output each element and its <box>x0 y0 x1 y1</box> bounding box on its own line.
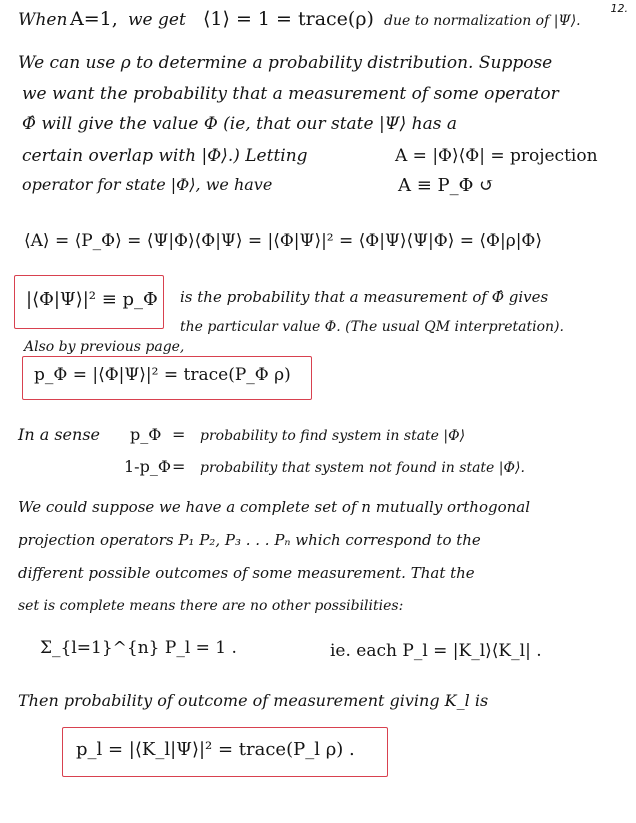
also-note: Also by previous page, <box>24 339 185 355</box>
sense-intro: In a sense <box>18 425 100 444</box>
para2-line-1: We could suppose we have a complete set of n mutually orthogonal <box>18 498 531 516</box>
sense-row2-text: probability that system not found in state |Φ⟩. <box>200 460 525 476</box>
box2-formula: p_Φ = |⟨Φ|Ψ⟩|² = trace(P_Φ ρ) <box>34 365 291 385</box>
line1-text-b: we get <box>128 10 186 30</box>
sense-row1-symbol: p_Φ <box>130 425 162 444</box>
sense-row2-symbol: 1-p_Φ <box>124 457 171 476</box>
box3-formula: p_l = |⟨K_l|Ψ⟩|² = trace(P_l ρ) . <box>76 739 355 760</box>
page-number: 12. <box>610 2 628 15</box>
expectation-equation: ⟨A⟩ = ⟨P_Φ⟩ = ⟨Ψ|Φ⟩⟨Φ|Ψ⟩ = |⟨Φ|Ψ⟩|² = ⟨Φ|Ψ⟩⟨Ψ|Φ⟩ = ⟨Φ|ρ|Φ⟩ <box>24 231 542 251</box>
line1-text-a: When <box>18 10 68 30</box>
line1-text-c: due to normalization of |Ψ⟩. <box>384 13 581 29</box>
then-line: Then probability of outcome of measurement giving K_l is <box>18 691 489 710</box>
box1-desc-line-2: the particular value Φ. (The usual QM interpretation). <box>180 319 564 335</box>
para2-line-4: set is complete means there are no other possibilities: <box>18 598 404 614</box>
para1-line-5: operator for state |Φ⟩, we have <box>22 175 273 194</box>
box1-desc-line-1: is the probability that a measurement of Φ̂ gives <box>180 288 549 306</box>
para1-line-3: Φ̂ will give the value Φ (ie, that our state |Ψ⟩ has a <box>22 114 457 134</box>
sense-row2-equals: = <box>172 457 186 476</box>
completeness-sum: Σ_{l=1}^{n} P_l = 1 . <box>40 638 237 658</box>
para1-line-1: We can use ρ to determine a probability distribution. Suppose <box>18 53 553 73</box>
para2-line-2: projection operators P₁ P₂, P₃ . . . Pₙ which correspond to the <box>18 531 481 549</box>
para1-line-4: certain overlap with |Φ⟩.) Letting <box>22 146 308 166</box>
para1-line-2: we want the probability that a measurement of some operator <box>22 84 559 104</box>
sense-row1-equals: = <box>172 425 186 444</box>
projection-alias: A ≡ P_Φ ↺ <box>398 175 495 196</box>
projection-definition: A = |Φ⟩⟨Φ| = projection <box>395 146 598 166</box>
para2-line-3: different possible outcomes of some measurement. That the <box>18 564 475 582</box>
sense-row1-text: probability to find system in state |Φ⟩ <box>200 428 466 444</box>
line1-math-a: A=1, <box>70 8 118 30</box>
line1-math-b: ⟨1⟩ = 1 = trace(ρ) <box>203 8 374 30</box>
box1-formula: |⟨Φ|Ψ⟩|² ≡ p_Φ <box>26 289 158 310</box>
completeness-note: ie. each P_l = |K_l⟩⟨K_l| . <box>330 641 542 661</box>
